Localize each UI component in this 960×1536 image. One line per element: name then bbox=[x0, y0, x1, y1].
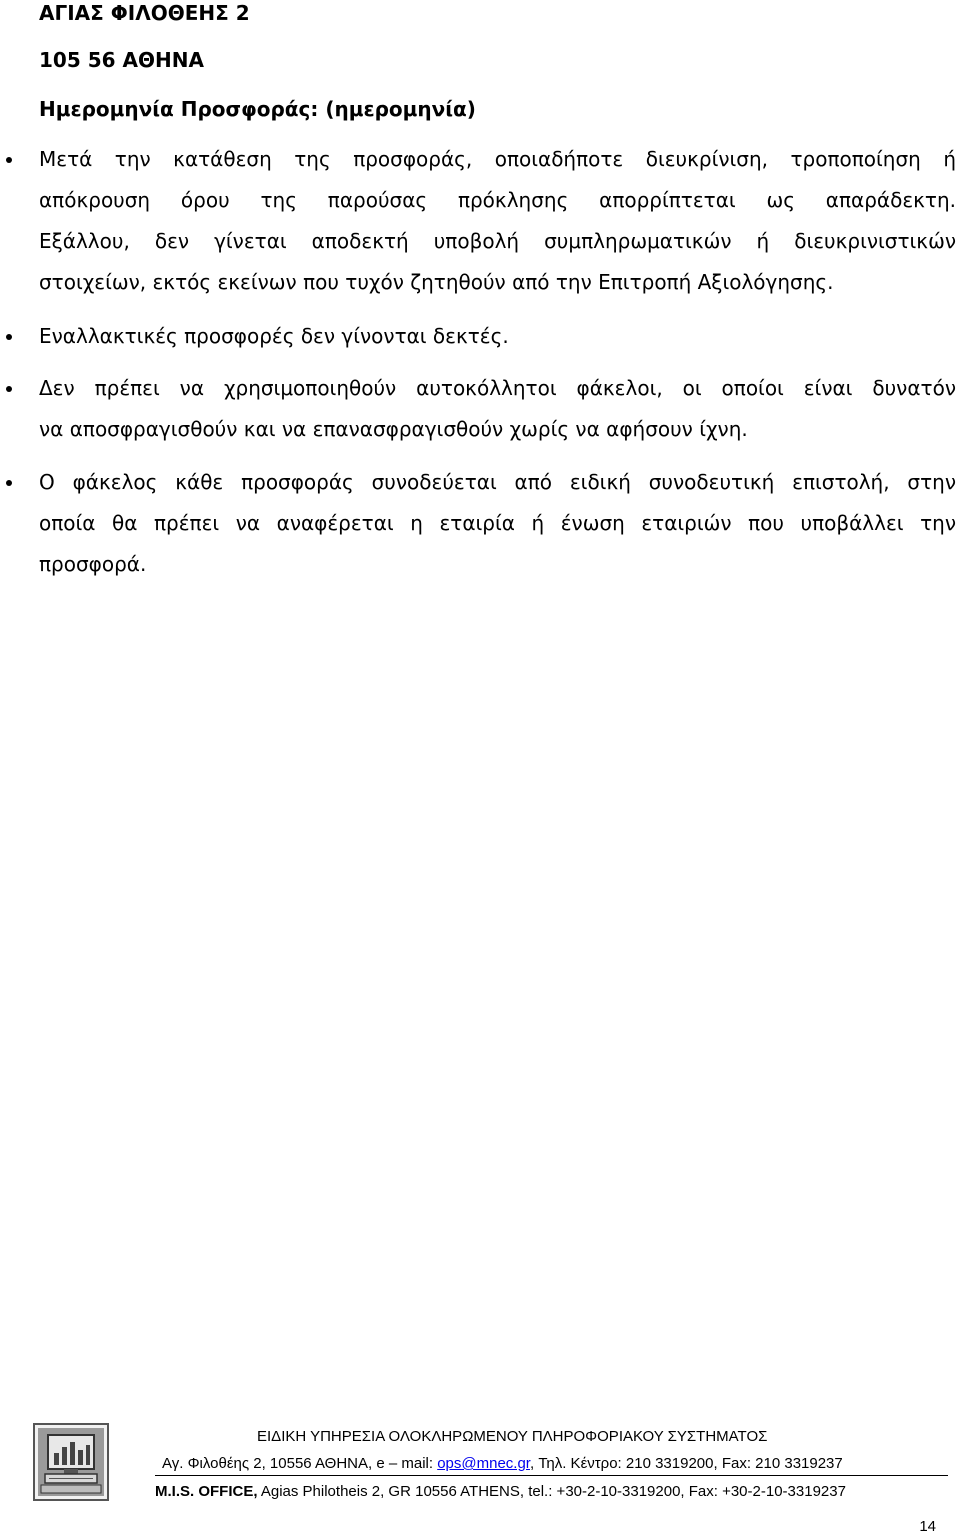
footer-email-link[interactable]: ops@mnec.gr bbox=[437, 1455, 530, 1472]
bullet-dot-icon bbox=[6, 334, 12, 340]
footer-divider bbox=[155, 1475, 948, 1476]
bullet-line: να αποσφραγισθούν και να επανασφραγισθούν χωρίς να αφήσουν ίχνη. bbox=[39, 417, 748, 441]
bullet-line: Μετά την κατάθεση της προσφοράς, οποιαδήποτε διευκρίνιση, τροποποίηση ή bbox=[39, 147, 956, 171]
page-number: 14 bbox=[919, 1518, 936, 1535]
computer-chart-logo-icon bbox=[33, 1423, 109, 1501]
bullet-line: Εξάλλου, δεν γίνεται αποδεκτή υποβολή συμπληρωματικών ή διευκρινιστικών bbox=[39, 229, 956, 253]
bullet-line: οποία θα πρέπει να αναφέρεται η εταιρία ή ένωση εταιριών που υποβάλλει την bbox=[39, 511, 956, 535]
bullet-line: Δεν πρέπει να χρησιμοποιηθούν αυτοκόλλητοι φάκελοι, οι οποίοι είναι δυνατόν bbox=[39, 376, 956, 400]
offer-date-line: Ημερομηνία Προσφοράς: (ημερομηνία) bbox=[39, 97, 476, 121]
footer-english-address bbox=[155, 1483, 846, 1501]
bullet-line: Εναλλακτικές προσφορές δεν γίνονται δεκτές. bbox=[39, 324, 509, 348]
bullet-line: απόκρουση όρου της παρούσας πρόκλησης απορρίπτεται ως απαράδεκτη. bbox=[39, 188, 956, 212]
footer-greek-address-prefix: Αγ. Φιλοθέης 2, 10556 ΑΘΗΝΑ, e – mail: bbox=[162, 1455, 438, 1472]
bullet-dot-icon bbox=[6, 157, 12, 163]
bullet-line: Ο φάκελος κάθε προσφοράς συνοδεύεται από ειδική συνοδευτική επιστολή, στην bbox=[39, 470, 956, 494]
address-line: ΑΓΙΑΣ ΦΙΛΟΘΕΗΣ 2 bbox=[39, 1, 250, 25]
bullet-line: στοιχείων, εκτός εκείνων που τυχόν ζητηθούν από την Επιτροπή Αξιολόγησης. bbox=[39, 270, 834, 294]
footer-agency-name: ΕΙΔΙΚΗ ΥΠΗΡΕΣΙΑ ΟΛΟΚΛΗΡΩΜΕΝΟΥ ΠΛΗΡΟΦΟΡΙΑΚΟΥ ΣΥΣΤΗΜΑΤΟΣ bbox=[257, 1428, 768, 1445]
bullet-line: προσφορά. bbox=[39, 552, 147, 576]
footer-office-name: M.I.S. OFFICE, bbox=[155, 1483, 258, 1500]
footer-greek-address bbox=[162, 1455, 843, 1473]
footer-greek-address-suffix: , Τηλ. Κέντρο: 210 3319200, Fax: 210 3319237 bbox=[529, 1455, 843, 1472]
bullet-dot-icon bbox=[6, 386, 12, 392]
city-line: 105 56 ΑΘΗΝΑ bbox=[39, 48, 204, 72]
bullet-dot-icon bbox=[6, 480, 12, 486]
footer-english-address-text: Agias Philotheis 2, GR 10556 ATHENS, tel.: +30-2-10-3319200, Fax: +30-2-10-3319237 bbox=[257, 1483, 846, 1500]
